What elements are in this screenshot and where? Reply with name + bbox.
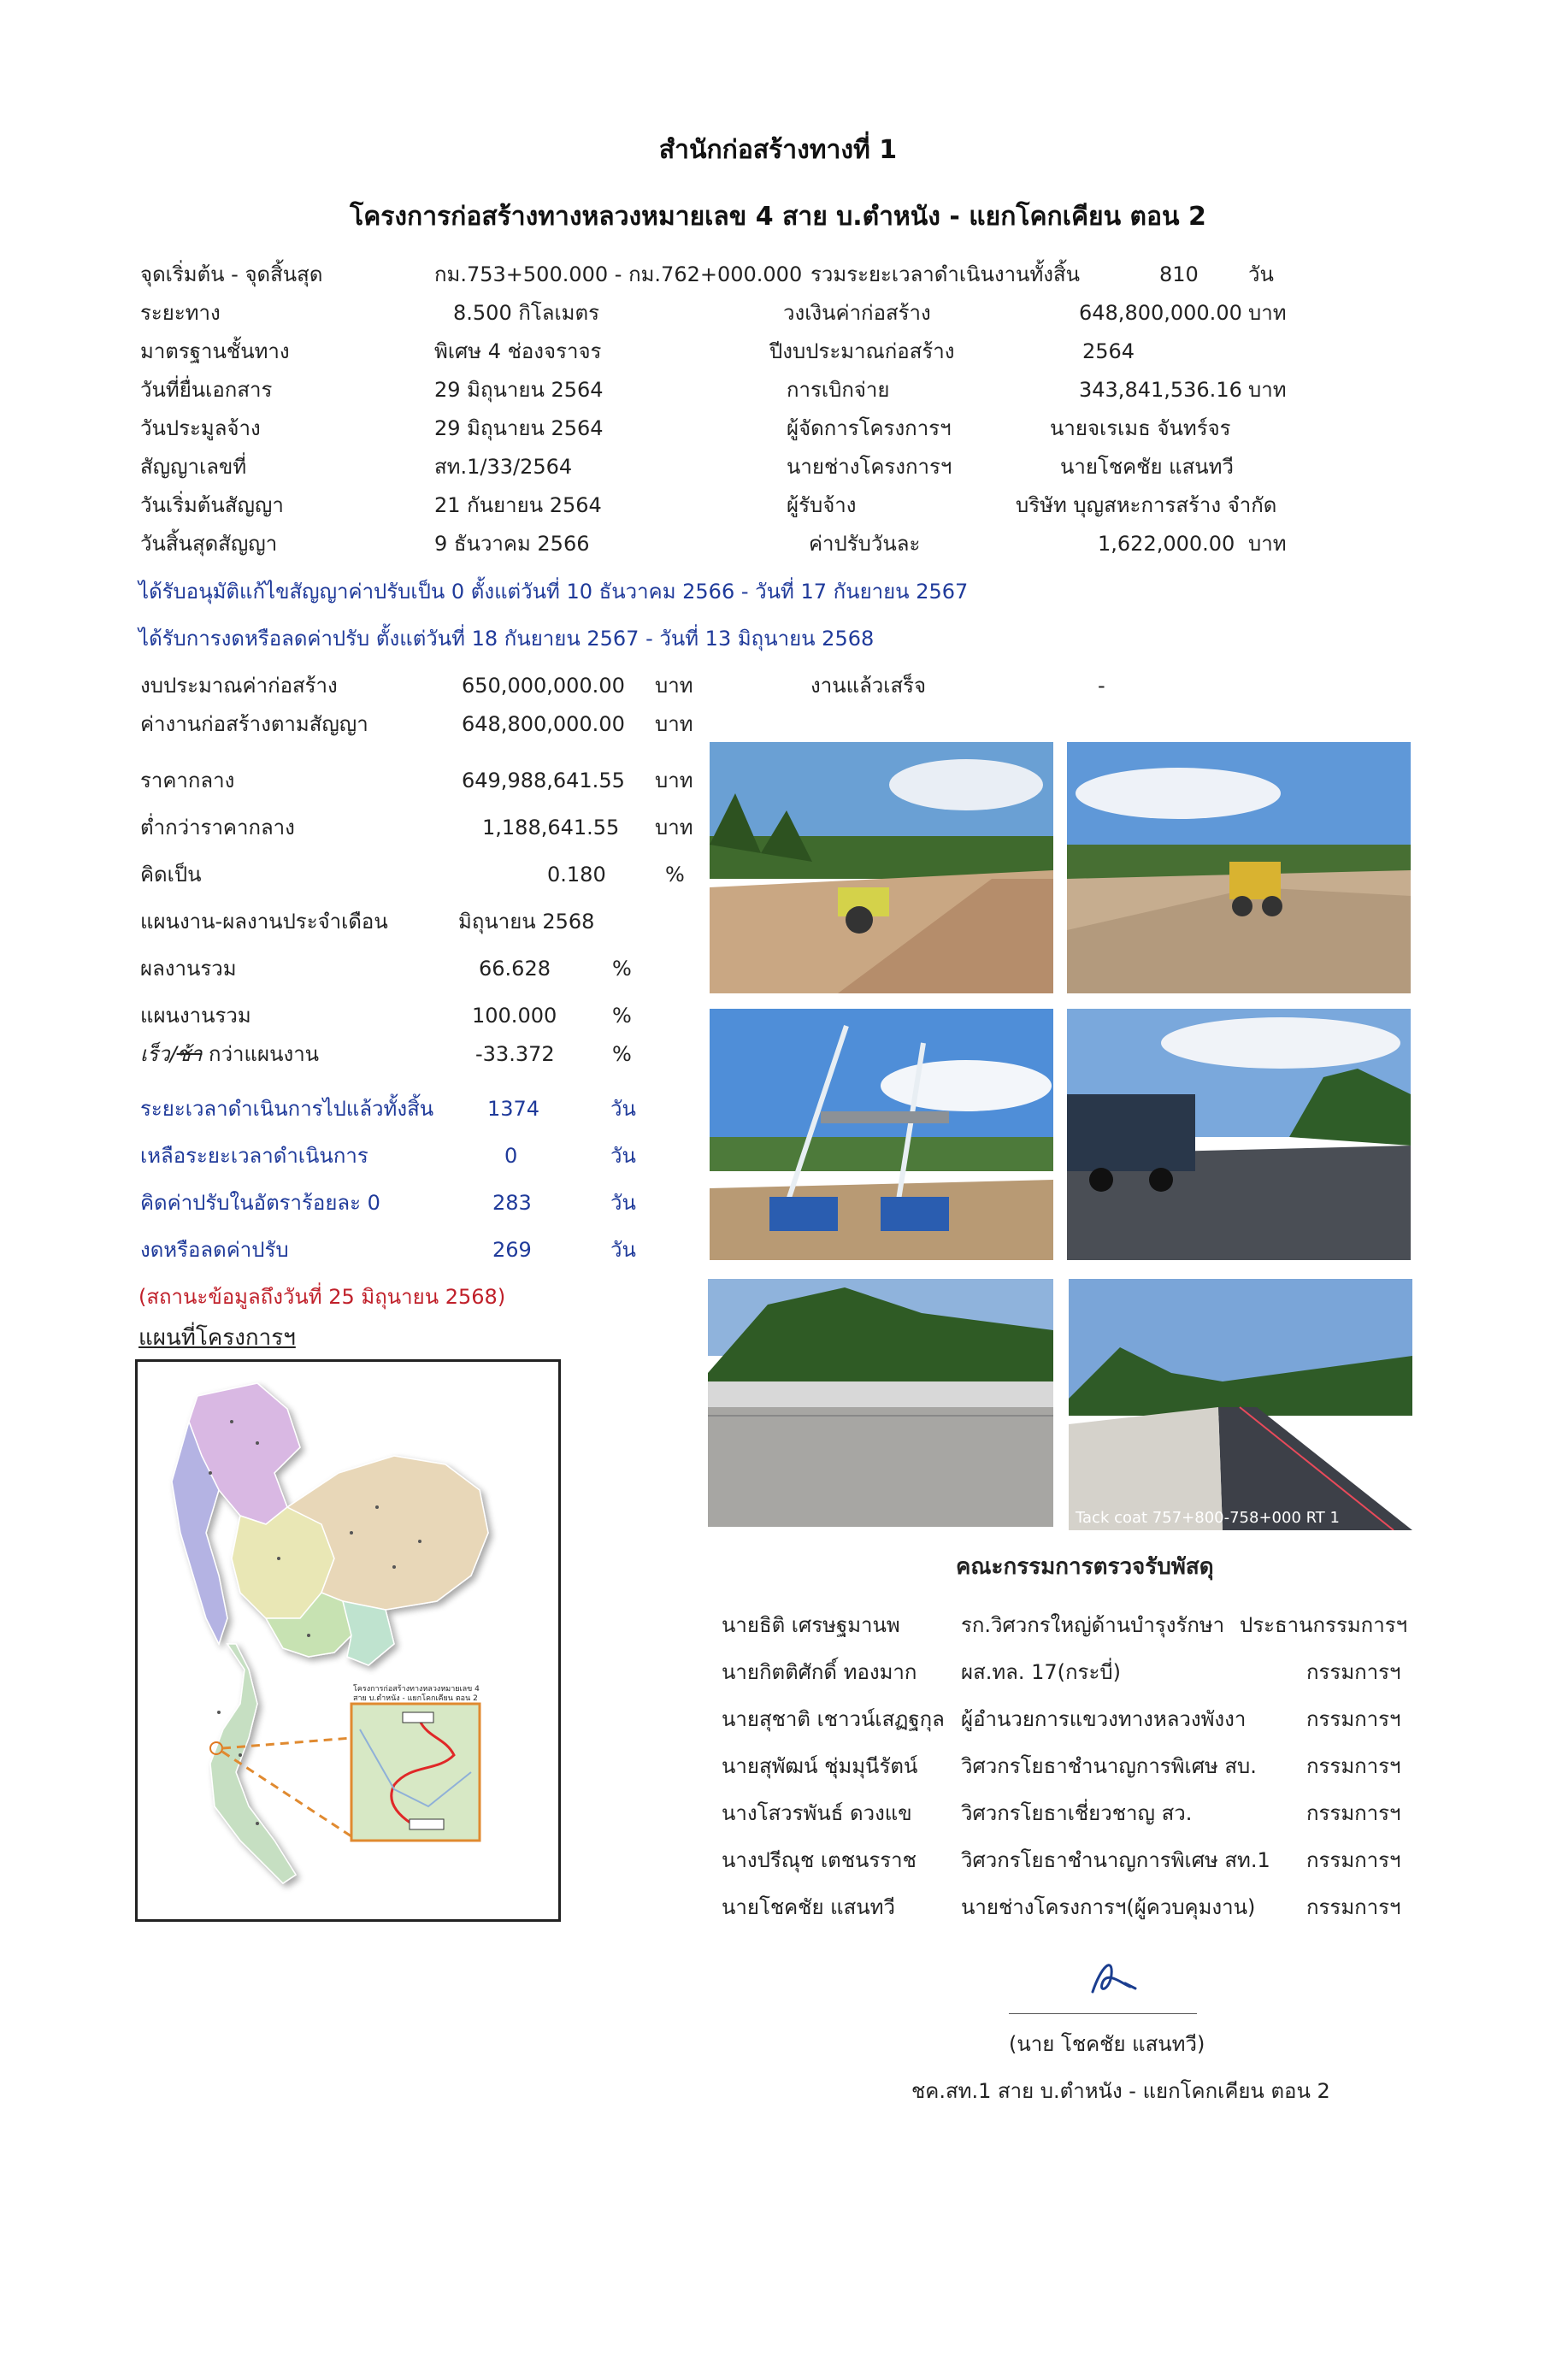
thailand-map-illustration xyxy=(138,1362,561,1922)
signature-line xyxy=(1009,2013,1197,2014)
member-position: ผู้อำนวยการแขวงทางหลวงพังงา xyxy=(961,1707,1247,1731)
progress-unit: % xyxy=(612,1004,632,1028)
member-role: กรรมการฯ xyxy=(1306,1801,1401,1825)
member-name: นางโสวรพันธ์ ดวงแข xyxy=(722,1801,912,1825)
info-label: วงเงินค่าก่อสร้าง xyxy=(783,301,931,325)
member-name: นายกิตติศักดิ์ ทองมาก xyxy=(722,1660,917,1684)
member-position: รก.วิศวกรใหญ่ด้านบำรุงรักษา xyxy=(961,1613,1225,1637)
member-role: กรรมการฯ xyxy=(1306,1707,1401,1731)
photo-tack-coat-road xyxy=(1069,1279,1412,1530)
than-plan-label: กว่าแผนงาน xyxy=(202,1042,320,1066)
time-unit: วัน xyxy=(610,1144,636,1168)
info-value: พิเศษ 4 ช่องจราจร xyxy=(434,339,602,363)
project-title: โครงการก่อสร้างทางหลวงหมายเลข 4 สาย บ.ตำหนัง - แยกโคกเคียน ตอน 2 xyxy=(350,202,1206,232)
finance-value: 0.180 xyxy=(547,863,606,887)
notice-penalty-approval: ได้รับอนุมัติแก้ไขสัญญาค่าปรับเป็น 0 ตั้งแต่วันที่ 10 ธันวาคม 2566 - วันที่ 17 กันยายน 2567 xyxy=(139,580,969,604)
info-value: นายโชคชัย แสนทวี xyxy=(1060,455,1234,479)
info-value: 8.500 กิโลเมตร xyxy=(453,301,599,325)
progress-label: แผนงานรวม xyxy=(140,1004,251,1028)
member-position: ผส.ทล. 17(กระบี่) xyxy=(961,1660,1121,1684)
finance-label: ค่างานก่อสร้างตามสัญญา xyxy=(140,712,368,736)
signature-mark xyxy=(1077,1949,1146,2004)
member-name: นายโชคชัย แสนทวี xyxy=(722,1895,895,1919)
finance-unit: บาท xyxy=(655,712,693,736)
progress-value: 66.628 xyxy=(479,957,551,981)
info-value: 29 มิถุนายน 2564 xyxy=(434,378,604,402)
photo-roller-compaction xyxy=(710,742,1053,993)
info-value: 1,622,000.00 xyxy=(1098,532,1235,556)
member-name: นายธิติ เศรษฐมานพ xyxy=(722,1613,900,1637)
progress-label: ผลงานรวม xyxy=(140,957,237,981)
member-name: นายสุพัฒน์ ชุ่มมุนีรัตน์ xyxy=(722,1754,918,1778)
map-inset-title-2: สาย บ.ตำหนัง - แยกโคกเคียน ตอน 2 xyxy=(353,1694,478,1703)
progress-label xyxy=(140,1041,319,1067)
progress-unit: % xyxy=(612,1042,632,1066)
info-label: วันเริ่มต้นสัญญา xyxy=(140,493,284,517)
time-unit: วัน xyxy=(610,1191,636,1215)
committee-heading: คณะกรรมการตรวจรับพัสดุ xyxy=(956,1554,1214,1580)
info-value: 810 xyxy=(1159,262,1199,286)
info-label: ค่าปรับวันละ xyxy=(809,532,921,556)
info-label: สัญญาเลขที่ xyxy=(140,455,247,479)
completed-value: - xyxy=(1098,674,1105,698)
time-value: 283 xyxy=(492,1191,532,1215)
finance-value: 650,000,000.00 xyxy=(462,674,625,698)
time-label: ระยะเวลาดำเนินการไปแล้วทั้งสิ้น xyxy=(140,1097,434,1121)
info-unit: บาท xyxy=(1248,378,1287,402)
info-value: 343,841,536.16 xyxy=(1079,378,1242,402)
progress-value: 100.000 xyxy=(472,1004,557,1028)
finance-label: ราคากลาง xyxy=(140,769,235,792)
info-value: 648,800,000.00 xyxy=(1079,301,1242,325)
progress-value: -33.372 xyxy=(475,1042,555,1066)
notice-penalty-waiver: ได้รับการงดหรือลดค่าปรับ ตั้งแต่วันที่ 18 กันยายน 2567 - วันที่ 13 มิถุนายน 2568 xyxy=(139,627,875,651)
slower-label: ช้า xyxy=(176,1042,203,1066)
photo-crane-bridge xyxy=(710,1009,1053,1260)
info-label: ระยะทาง xyxy=(140,301,221,325)
info-value: 29 มิถุนายน 2564 xyxy=(434,416,604,440)
info-unit: บาท xyxy=(1248,301,1287,325)
signer-name: (นาย โชคชัย แสนทวี) xyxy=(1009,2032,1205,2056)
photo-caption: Tack coat 757+800-758+000 RT 1 xyxy=(1076,1509,1340,1527)
member-name: นายสุชาติ เชาวน์เสฏฐกุล xyxy=(722,1707,945,1731)
time-label: งดหรือลดค่าปรับ xyxy=(140,1238,289,1262)
map-inset-title-1: โครงการก่อสร้างทางหลวงหมายเลข 4 xyxy=(353,1685,480,1694)
info-label: ผู้รับจ้าง xyxy=(787,493,857,517)
finance-label: งบประมาณค่าก่อสร้าง xyxy=(140,674,338,698)
photo-grader xyxy=(1067,742,1411,993)
info-label: ผู้จัดการโครงการฯ xyxy=(787,416,952,440)
member-position: วิศวกรโยธาเชี่ยวชาญ สว. xyxy=(961,1801,1193,1825)
finance-label: ต่ำกว่าราคากลาง xyxy=(140,816,295,839)
time-value: 269 xyxy=(492,1238,532,1262)
project-map xyxy=(135,1359,561,1922)
time-unit: วัน xyxy=(610,1097,636,1121)
member-role: กรรมการฯ xyxy=(1306,1660,1401,1684)
member-position: นายช่างโครงการฯ(ผู้ควบคุมงาน) xyxy=(961,1895,1256,1919)
info-unit: บาท xyxy=(1248,532,1287,556)
info-label: จุดเริ่มต้น - จุดสิ้นสุด xyxy=(140,262,323,286)
finance-unit: บาท xyxy=(655,816,693,839)
plan-month-value: มิถุนายน 2568 xyxy=(458,910,595,934)
faster-label: เร็ว/ xyxy=(140,1042,177,1066)
info-label: ปีงบประมาณก่อสร้าง xyxy=(769,339,955,363)
info-label: วันสิ้นสุดสัญญา xyxy=(140,532,278,556)
signer-position: ชค.สท.1 สาย บ.ตำหนัง - แยกโคกเคียน ตอน 2 xyxy=(911,2079,1330,2103)
finance-label: คิดเป็น xyxy=(140,863,202,887)
office-title: สำนักก่อสร้างทางที่ 1 xyxy=(658,135,898,165)
info-value: สท.1/33/2564 xyxy=(434,455,573,479)
status-note: (สถานะข้อมูลถึงวันที่ 25 มิถุนายน 2568) xyxy=(139,1285,506,1309)
time-value: 0 xyxy=(504,1144,518,1168)
info-label: มาตรฐานชั้นทาง xyxy=(140,339,290,363)
time-label: คิดค่าปรับในอัตราร้อยละ 0 xyxy=(140,1191,380,1215)
photo-asphalt-trucks xyxy=(1067,1009,1411,1260)
finance-unit: % xyxy=(665,863,685,887)
member-role: ประธานกรรมการฯ xyxy=(1240,1613,1408,1637)
time-label: เหลือระยะเวลาดำเนินการ xyxy=(140,1144,368,1168)
progress-unit: % xyxy=(612,957,632,981)
plan-month-label: แผนงาน-ผลงานประจำเดือน xyxy=(140,910,388,934)
time-value: 1374 xyxy=(487,1097,540,1121)
member-position: วิศวกรโยธาชำนาญการพิเศษ สบ. xyxy=(961,1754,1257,1778)
info-label: รวมระยะเวลาดำเนินงานทั้งสิ้น xyxy=(810,262,1081,286)
info-label: การเบิกจ่าย xyxy=(787,378,890,402)
finance-unit: บาท xyxy=(655,674,693,698)
finance-value: 1,188,641.55 xyxy=(482,816,620,839)
info-value: 2564 xyxy=(1082,339,1135,363)
member-role: กรรมการฯ xyxy=(1306,1754,1401,1778)
info-label: นายช่างโครงการฯ xyxy=(787,455,952,479)
member-position: วิศวกรโยธาชำนาญการพิเศษ สท.1 xyxy=(961,1848,1270,1872)
info-value: 21 กันยายน 2564 xyxy=(434,493,602,517)
time-unit: วัน xyxy=(610,1238,636,1262)
info-value: 9 ธันวาคม 2566 xyxy=(434,532,590,556)
member-name: นางปรีณุช เตชนรราช xyxy=(722,1848,917,1872)
finance-value: 648,800,000.00 xyxy=(462,712,625,736)
info-value: นายจเรเมธ จันทร์จร xyxy=(1050,416,1231,440)
info-label: วันที่ยื่นเอกสาร xyxy=(140,378,273,402)
info-label: วันประมูลจ้าง xyxy=(140,416,261,440)
member-role: กรรมการฯ xyxy=(1306,1895,1401,1919)
completed-label: งานแล้วเสร็จ xyxy=(810,674,927,698)
map-heading: แผนที่โครงการฯ xyxy=(139,1325,296,1351)
info-value: กม.753+500.000 - กม.762+000.000 xyxy=(434,262,803,286)
finance-unit: บาท xyxy=(655,769,693,792)
member-role: กรรมการฯ xyxy=(1306,1848,1401,1872)
finance-value: 649,988,641.55 xyxy=(462,769,625,792)
info-value: บริษัท บุญสหะการสร้าง จำกัด xyxy=(1016,493,1277,517)
info-unit: วัน xyxy=(1248,262,1274,286)
photo-concrete-slab xyxy=(708,1279,1053,1527)
